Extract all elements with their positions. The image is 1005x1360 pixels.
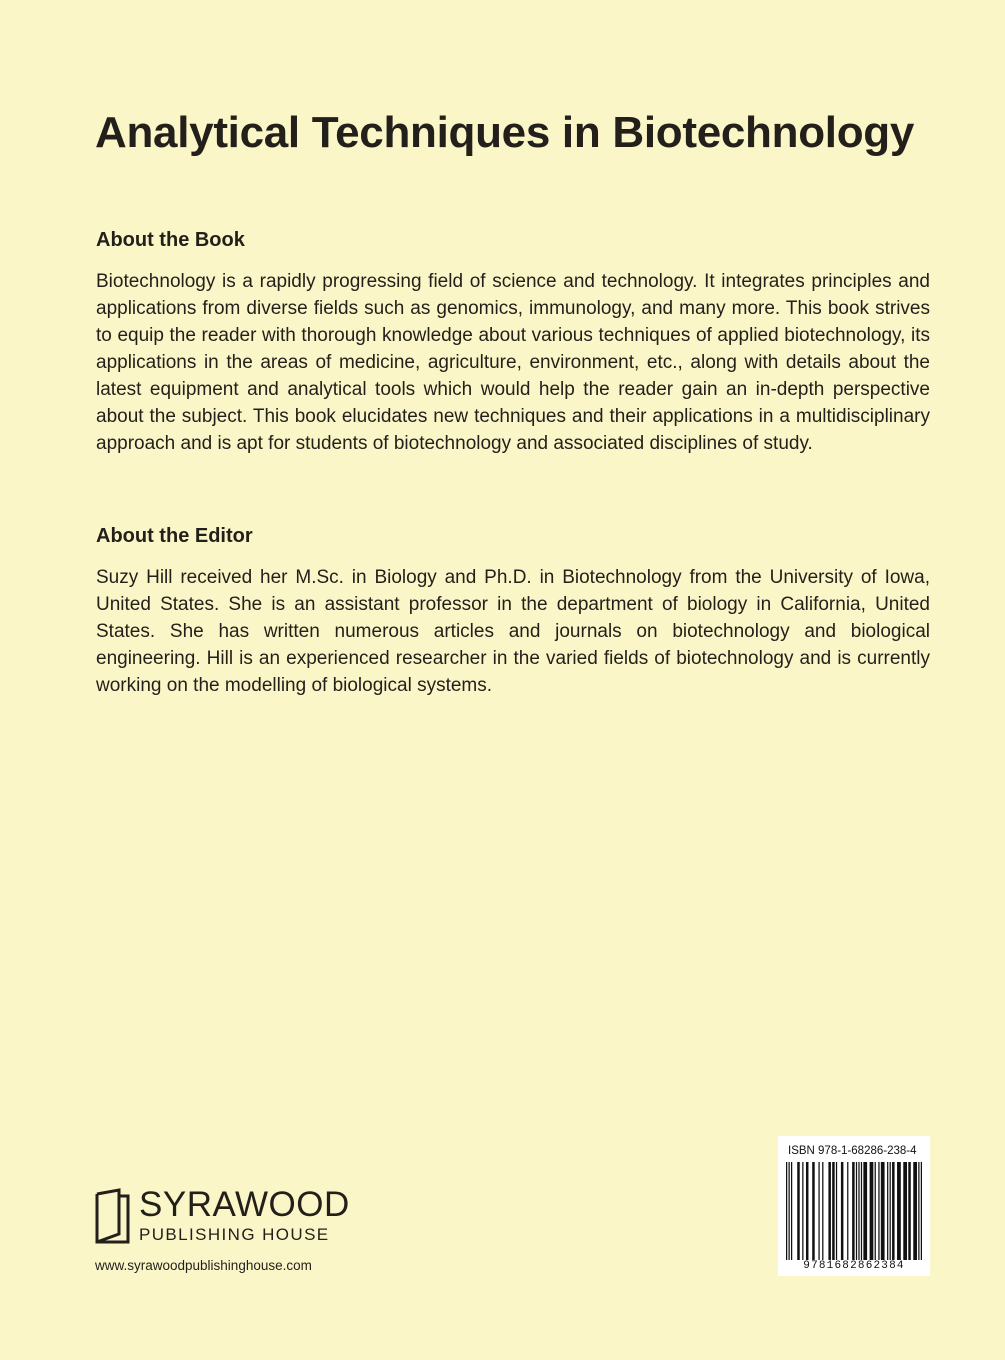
barcode-bar [878,1162,879,1264]
about-editor-heading: About the Editor [96,525,253,547]
barcode-bar [841,1162,844,1264]
barcode-bar [858,1162,859,1264]
about-editor-text: Suzy Hill received her M.Sc. in Biology and Ph.D. in Biotechnology from the University of Iowa, United States. She is an assistant professor in the department of biology in California, United States. She has written numerous articles and journals on biotechnology and biological engineering. Hill is an experienced researcher in the varied fields of biotechnology and is currently working on the modelling of biological systems. [96,567,930,696]
barcode-bar [863,1162,867,1264]
barcode-bar [921,1162,922,1264]
barcode [786,1162,922,1264]
publisher-subtitle: PUBLISHING HOUSE [139,1225,330,1244]
isbn-label: ISBN 978-1-68286-238-4 [788,1145,917,1157]
barcode-bar [856,1162,857,1264]
barcode-bar [875,1162,876,1264]
barcode-bar [903,1162,907,1264]
barcode-bar [822,1162,823,1264]
barcode-bar [887,1162,888,1264]
about-book-section [96,229,930,457]
barcode-bar [913,1162,917,1264]
barcode-bar [890,1162,891,1264]
barcode-bar [870,1162,874,1264]
publisher-name: SYRAWOOD [139,1185,350,1224]
barcode-bar [789,1162,790,1264]
barcode-bar [832,1162,835,1264]
barcode-bar [806,1162,809,1264]
barcode-bar [786,1162,787,1264]
barcode-bar [797,1162,800,1264]
barcode-bar [818,1162,819,1264]
about-editor-section [96,525,930,699]
barcode-bar [881,1162,885,1264]
barcode-bar [791,1162,792,1264]
barcode-bar [836,1162,837,1264]
about-book-heading: About the Book [96,229,245,251]
book-title: Analytical Techniques in Biotechnology [95,108,915,157]
publisher-logo [95,1186,355,1250]
isbn-barcode-box [778,1136,930,1276]
barcode-bar [908,1162,911,1264]
barcode-bar [892,1162,895,1264]
barcode-bar [812,1162,815,1264]
about-book-text: Biotechnology is a rapidly progressing field of science and technology. It integrates principles and applications from diverse fields such as genomics, immunology, and many more. This book strives to equip the reader with thorough knowledge about various techniques of applied biotechnology, its applications in the areas of medicine, agriculture, environment, etc., along with details about the latest equipment and analytical tools which would help the reader gain an in-depth perspective about the subject. This book elucidates new techniques and their applications in a multidisciplinary approach and is apt for students of biotechnology and associated disciplines of study. [96,271,930,454]
barcode-bar [828,1162,831,1264]
barcode-bar [802,1162,803,1264]
barcode-bar [918,1162,919,1264]
barcode-bar [852,1162,855,1264]
barcode-bar [861,1162,862,1264]
barcode-bar [847,1162,848,1264]
publisher-website: www.syrawoodpublishinghouse.com [95,1258,312,1273]
barcode-digits: 9781682862384 [786,1260,922,1272]
barcode-bar [897,1162,901,1264]
book-icon [95,1188,131,1244]
